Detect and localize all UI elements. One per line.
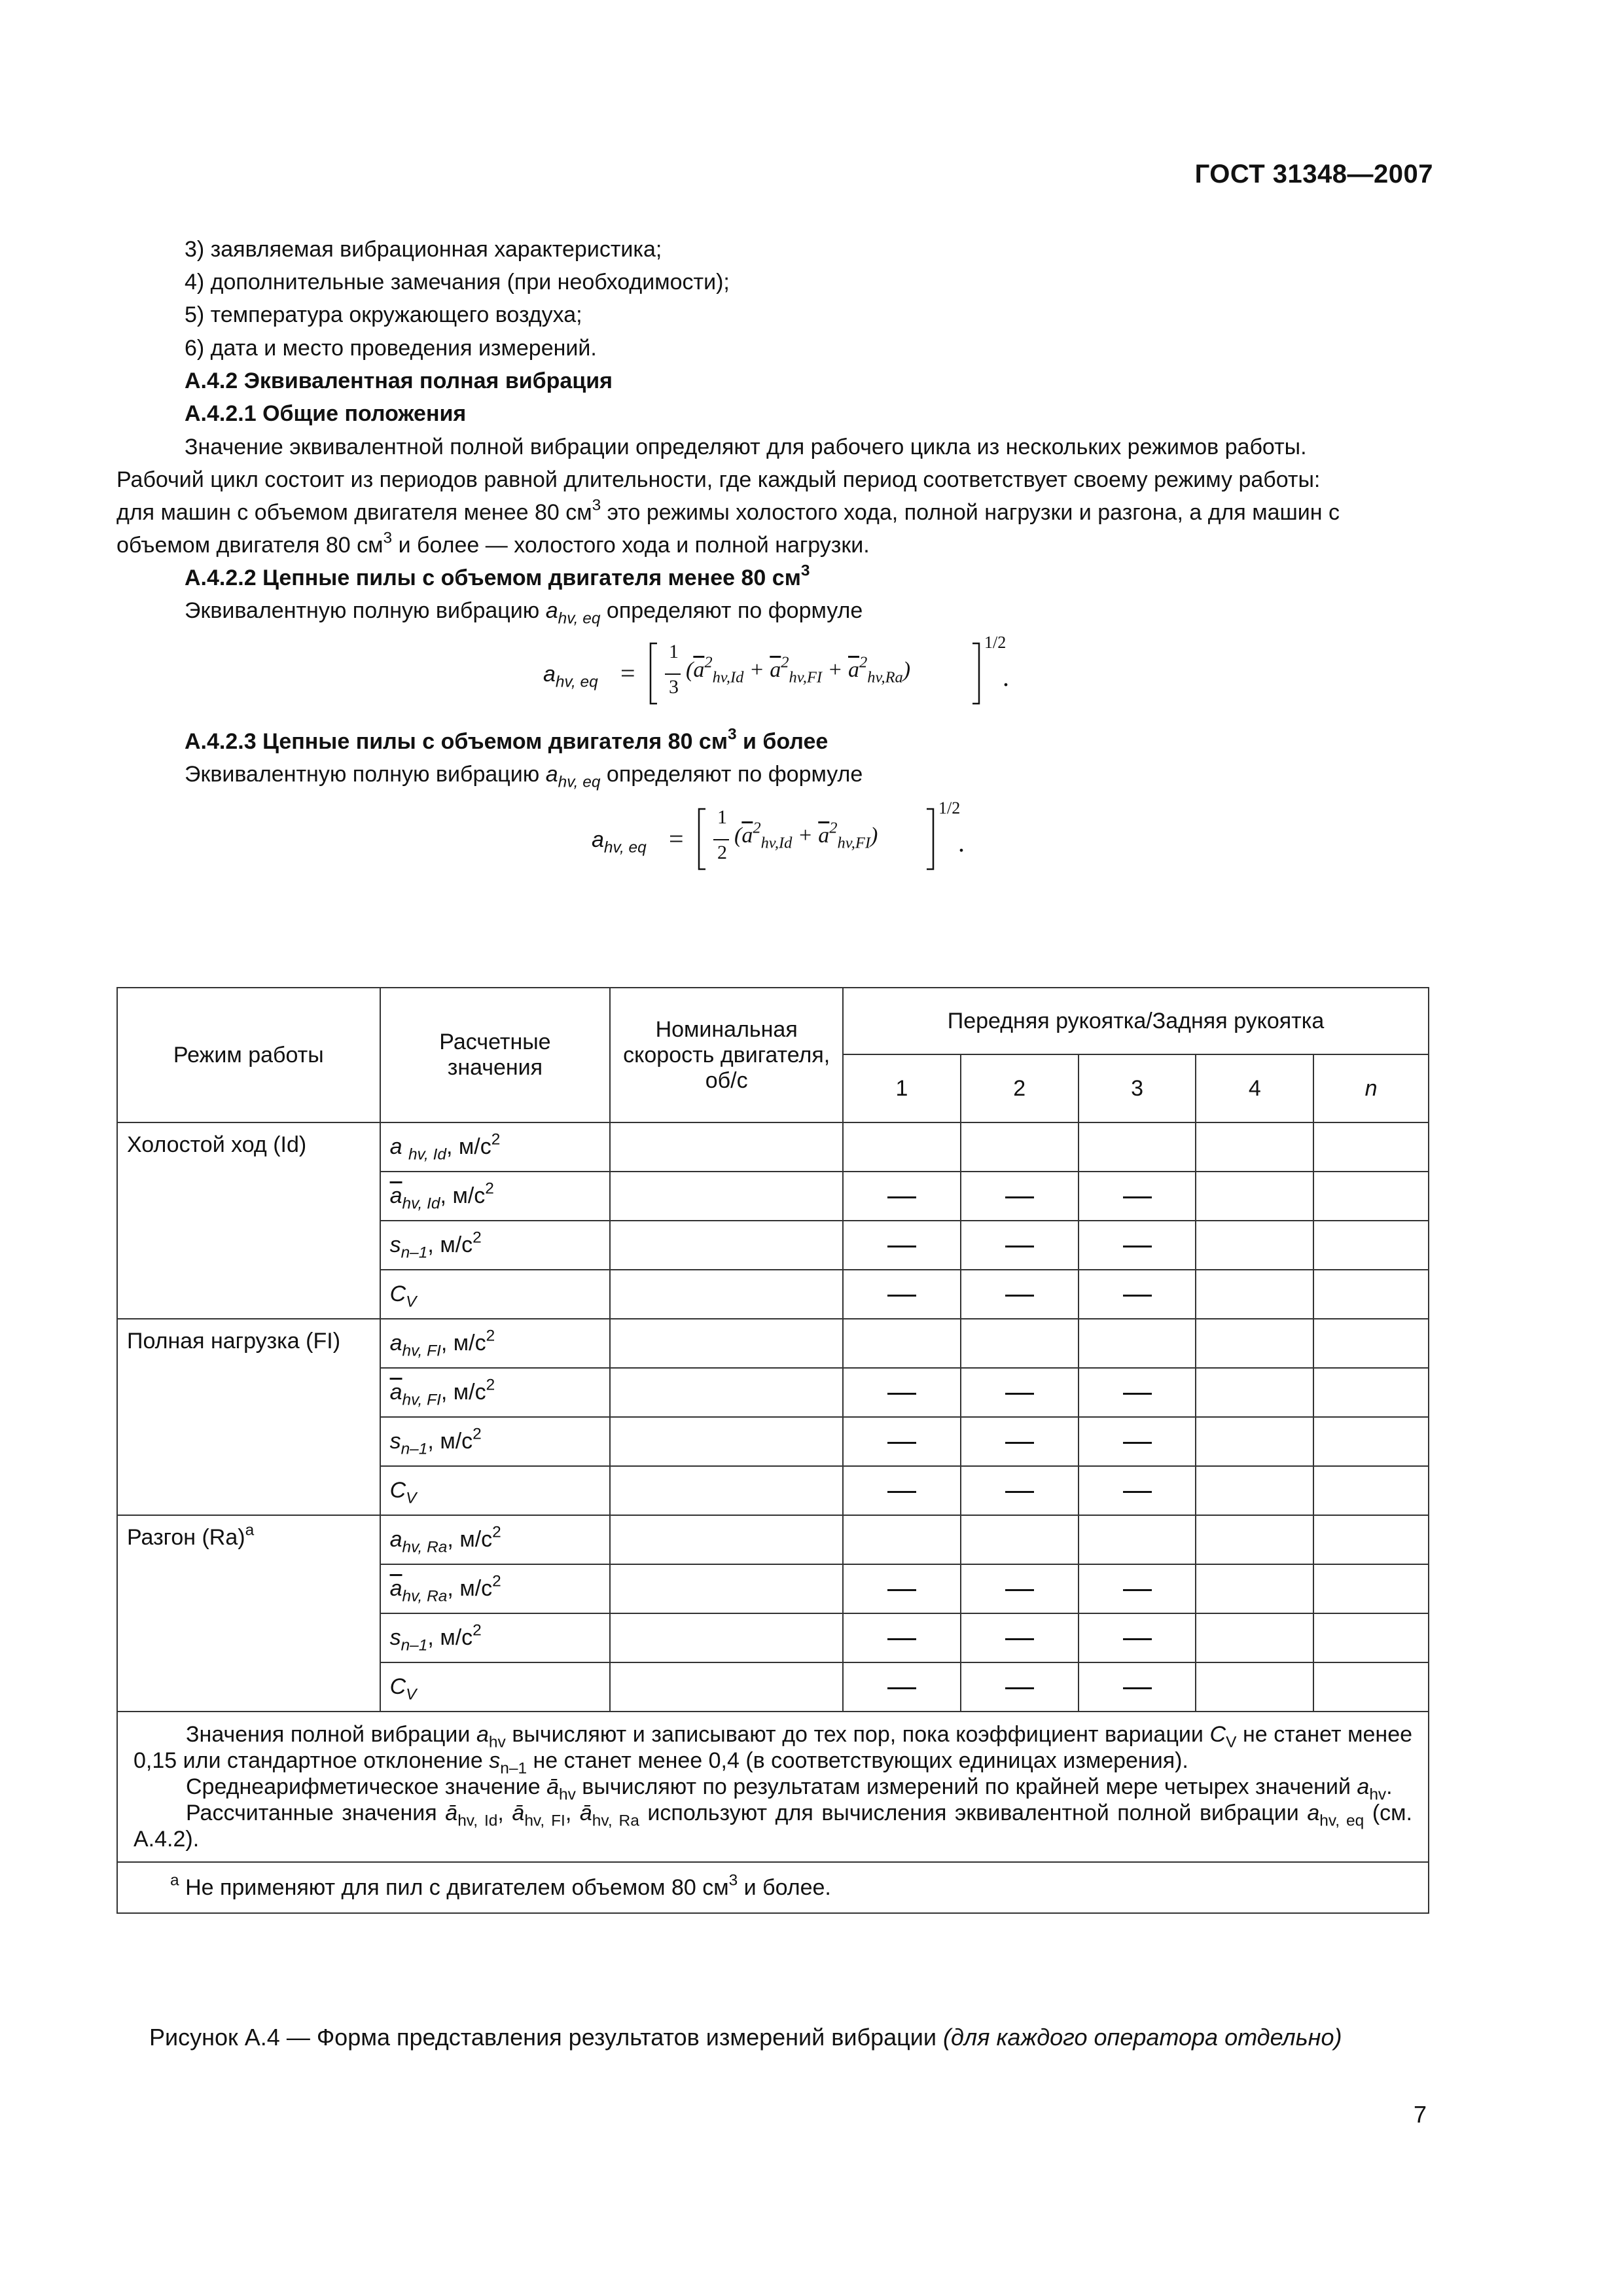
calc-s: $s_{n-1}$, $м/с^2$ (380, 1221, 611, 1270)
list-item: 3) заявляемая вибрационная характеристика; (185, 237, 662, 262)
calc-cv: $C_V$ (380, 1270, 611, 1319)
table-row (117, 1122, 1429, 1172)
note-paragraph: Среднеарифметическое значение $ā_{hv}$ вычисляют по результатам измерений по крайней мере четырех значений $a_{hv}$. (186, 1774, 1393, 1804)
header-handles: Передняя рукоятка/Задняя рукоятка (843, 988, 1429, 1054)
calc-a-mean: $\overline{a}_{hv, FI}$, $м/с^2$ (380, 1368, 611, 1417)
paragraph-line: Эквивалентную полную вибрацию $a_{hv, eq}$ определяют по формуле (185, 598, 863, 628)
note-paragraph: Значения полной вибрации $a_{hv}$ вычисляют и записывают до тех пор, пока коэффициент вариации $C_V$ не станет менее 0,15 или стандартное отклонение $s_{n-1}$ не станет менее 0,4 (в соответствующих единицах измерения). (134, 1722, 1413, 1778)
page-number: 7 (1413, 2101, 1427, 2128)
handle-col: 4 (1196, 1054, 1313, 1122)
table-row (117, 1319, 1429, 1368)
mode-acceleration: Разгон $(Ra)^a$ (117, 1515, 380, 1712)
paragraph-line: объемом двигателя 80 $см^3$ и более — холостого хода и полной нагрузки. (116, 529, 870, 558)
paragraph-line: Значение эквивалентной полной вибрации определяют для рабочего цикла из нескольких режимов работы. (185, 435, 1307, 459)
calc-s: $s_{n-1}$, $м/с^2$ (380, 1613, 611, 1662)
calc-a-mean: $\overline{a}_{hv, Id}$, $м/с^2$ (380, 1172, 611, 1221)
document-number: ГОСТ 31348—2007 (1194, 160, 1433, 188)
list-item: 6) дата и место проведения измерений. (185, 336, 597, 361)
paragraph-line: для машин с объемом двигателя менее 80 $см^3$ это режимы холостого хода, полной нагрузки и разгона, а для машин с (116, 496, 1340, 525)
calc-a: $a_{hv, Ra}$, $м/с^2$ (380, 1515, 611, 1564)
paragraph-line: Рабочий цикл состоит из периодов равной длительности, где каждый период соответствует своему режиму работы: (116, 467, 1321, 492)
mode-full-load: Полная нагрузка (FI) (117, 1319, 380, 1515)
handle-col: n (1313, 1054, 1429, 1122)
calc-a: $a_{hv, FI}$, $м/с^2$ (380, 1319, 611, 1368)
list-item: 4) дополнительные замечания (при необходимости); (185, 270, 730, 295)
table-notes (117, 1712, 1429, 1862)
calc-a-mean: $\overline{a}_{hv, Ra}$, $м/с^2$ (380, 1564, 611, 1613)
handle-col: 3 (1079, 1054, 1196, 1122)
calc-a: a $_{hv, Id}$, $м/с^2$ (380, 1122, 611, 1172)
handle-col: 1 (843, 1054, 961, 1122)
calc-s: $s_{n-1}$, $м/с^2$ (380, 1417, 611, 1466)
note-paragraph: Рассчитанные значения $ā_{hv, Id}$, $ā_{hv, FI}$, $ā_{hv, Ra}$ используют для вычисления эквивалентной полной вибрации $a_{hv, eq}$ (см. А.4.2). (134, 1801, 1412, 1852)
section-title-a42: А.4.2 Эквивалентная полная вибрация (185, 368, 613, 393)
calc-cv: $C_V$ (380, 1662, 611, 1712)
table-footnote: $^а$ Не применяют для пил с двигателем объемом 80 $см^3$ и более. (117, 1862, 1429, 1913)
paragraph-line: Эквивалентную полную вибрацию $a_{hv, eq}$ определяют по формуле (185, 762, 863, 791)
vibration-results-table (116, 987, 1429, 1914)
section-title-a422: А.4.2.2 Цепные пилы с объемом двигателя менее 80 $см^3$ (185, 562, 810, 590)
mode-idle: Холостой ход (Id) (117, 1122, 380, 1319)
table-row (117, 1515, 1429, 1564)
formula-equivalent-vibration-3-modes: $a_{hv, eq}$ = 1 3 $(\overline{a}^2_{hv,Id} + \overline{a}^2_{hv,FI} + \overline{a}^2_{hv,Ra})$ 1/2 . (543, 638, 1014, 710)
calc-cv: $C_V$ (380, 1466, 611, 1515)
header-mode: Режим работы (117, 988, 380, 1122)
formula-equivalent-vibration-2-modes: $a_{hv, eq}$ = 1 2 $(\overline{a}^2_{hv,Id} + \overline{a}^2_{hv,FI})$ 1/2 . (592, 804, 971, 876)
section-title-a423: А.4.2.3 Цепные пилы с объемом двигателя 80 $см^3$ и более (185, 725, 829, 754)
figure-caption: Рисунок А.4 — Форма представления результатов измерений вибрации (для каждого оператора отдельно) (149, 2024, 1342, 2051)
header-speed: Номинальная скорость двигателя, об/с (610, 988, 843, 1122)
handle-col: 2 (961, 1054, 1079, 1122)
list-item: 5) температура окружающего воздуха; (185, 302, 582, 327)
section-title-a421: А.4.2.1 Общие положения (185, 401, 467, 426)
header-calc: Расчетные значения (380, 988, 611, 1122)
